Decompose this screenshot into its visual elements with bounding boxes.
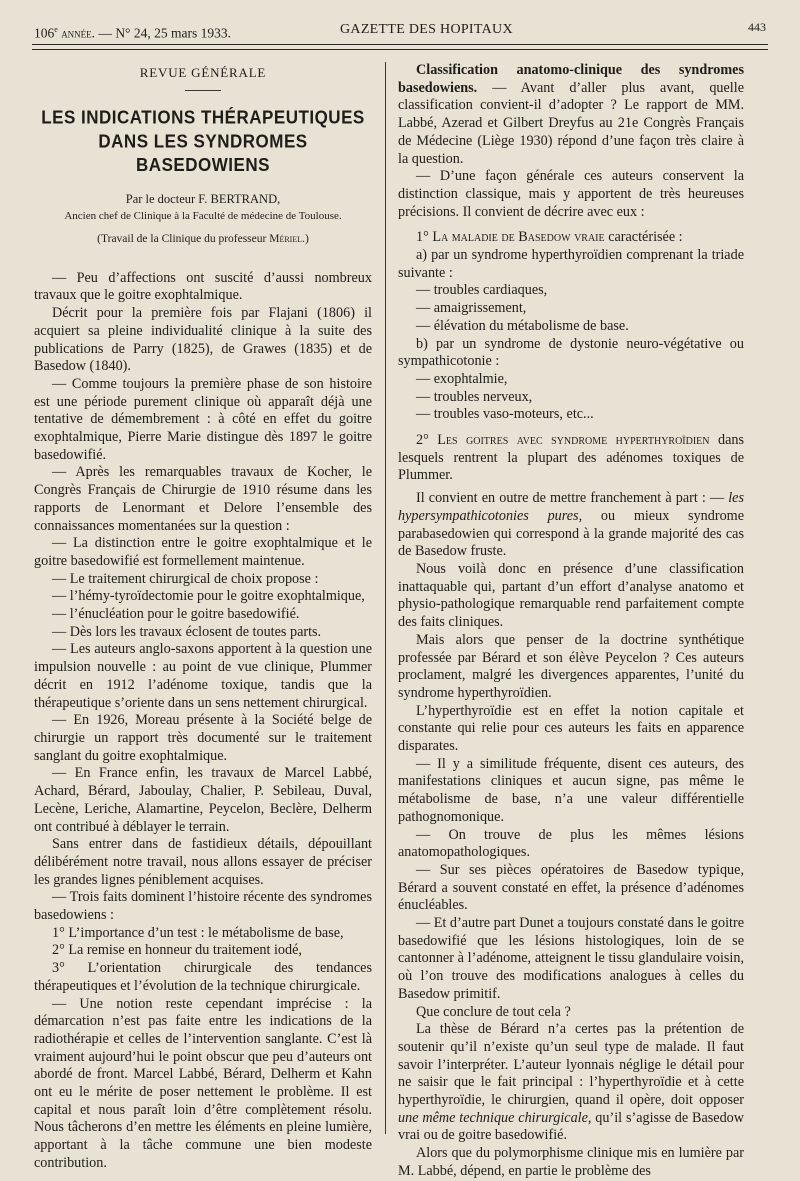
list-item: — troubles vaso-moteurs, etc...: [416, 406, 594, 423]
paragraph: — En 1926, Moreau présente à la Société belge de chirurgie un rapport très documenté sur le traitement sanglant du goitre exophtalmique.: [34, 712, 372, 764]
paragraph: L’hyperthyroïdie est en effet la notion capitale et constante qui relie pour ces auteurs les faits en apparence disparates.: [398, 702, 744, 755]
right-column: [398, 62, 744, 1181]
paragraph: — l’hémy-tyroïdectomie pour le goitre exophtalmique,: [52, 588, 365, 605]
classification-item-2: 2° Les goitres avec syndrome hyperthyroïdien dans lesquels rentrent la plupart des adénomes toxiques de Plummer.: [398, 432, 744, 484]
list-item: — amaigrissement,: [416, 300, 527, 317]
paragraph: — Et d’autre part Dunet a toujours constaté dans le goitre basedowifié que les lésions histologiques, loin de se cantonner à l’adénome, atteignent le tissu glandulaire voisin, où l’on trouve des modifications analogues à celles du Basedow primitif.: [398, 915, 744, 1002]
paragraph: La thèse de Bérard n’a certes pas la prétention de soutenir qu’il n’existe qu’un seul type de malade. Il faut savoir l’interpréter. L’auteur lyonnais néglige le détail pour ne saisir que le fait principal : l’hyperthyroïdie et à cette hyperthyroïdie, le chirurgien, quand il opère, doit opposer une même technique chirurgicale, qu’il s’agisse de Basedow vrai ou de goitre basedowifié.: [398, 1021, 744, 1144]
author-byline: Par le docteur F. BERTRAND,: [125, 191, 281, 206]
paragraph: Que conclure de tout cela ?: [416, 1003, 571, 1020]
paragraph: — Il y a similitude fréquente, disent ces auteurs, des manifestations cliniques et aucun signe, pas même le métabolisme de base, n’a une valeur différentielle pathognomonique.: [398, 755, 744, 825]
sub-item-b: b) par un syndrome de dystonie neuro-végétative ou sympathicotonie :: [398, 335, 744, 370]
paragraph: — Après les remarquables travaux de Kocher, le Congrès Français de Chirurgie de 1910 résume dans les rapports de Lenormant et Delore l’ensemble des connaissances momentanées sur la question :: [34, 464, 372, 534]
journal-title: GAZETTE DES HOPITAUX: [340, 22, 513, 37]
sub-item-a: a) par un syndrome hyperthyroïdien comprenant la triade suivante :: [398, 247, 744, 281]
list-item: 3° L’orientation chirurgicale des tendances thérapeutiques et l’évolution de la technique chirurgicale.: [34, 960, 372, 994]
section-heading: REVUE GÉNÉRALE: [139, 65, 267, 80]
list-item: — troubles cardiaques,: [416, 282, 548, 299]
paragraph: Sans entrer dans de fastidieux détails, dépouillant délibérément notre travail, nous allons essayer de préciser les grandes lignes péniblement acquises.: [34, 836, 372, 888]
article-title: LES INDICATIONS THÉRAPEUTIQUES DANS LES SYNDROMES BASEDOWIENS: [41, 107, 365, 176]
paragraph: — Les auteurs anglo-saxons apportent à la question une impulsion nouvelle : au point de vue clinique, Plummer décrit en 1912 l’adénome toxique, tandis que la thérapeutique s’oriente dans un sens nettement chirurgical.: [34, 641, 372, 711]
paragraph: — Peu d’affections ont suscité d’aussi nombreux travaux que le goitre exophtalmique.: [34, 269, 372, 304]
page-number: 443: [748, 20, 766, 34]
classification-paragraph: Classification anatomo-clinique des syndromes basedowiens. — Avant d’aller plus avant, quelle classification convient-il d’adopter ? Le rapport de MM. Labbé, Azerad et Gilbert Dreyfus au 21e Congrès Français de Médecine (Liège 1930) répond d’une façon très claire à la question.: [398, 62, 744, 167]
paragraph: — En France enfin, les travaux de Marcel Labbé, Achard, Bérard, Jaboulay, Chalier, P. Sebileau, Duval, Lecène, Leriche, Alamartine, Peycelon, Beclère, Delherm ont contribué à déblayer le terrain.: [34, 765, 372, 835]
classification-item-1: 1° La maladie de Basedow vraie caractérisée :: [416, 229, 683, 246]
list-item: — élévation du métabolisme de base.: [416, 317, 629, 334]
paragraph: Mais alors que penser de la doctrine synthétique professée par Bérard et son élève Peycelon ? Ces auteurs proclament, malgré les divergences apparentes, l’unité du syndrome hyperthyroïdien.: [398, 631, 744, 701]
section-rule: [185, 90, 221, 91]
list-item: — troubles nerveux,: [416, 388, 533, 405]
paragraph: — Une notion reste cependant imprécise : la démarcation n’est pas faite entre les indications de la radiothérapie et celles de l’intervention sanglante. C’est là vraiment aujourd’hui le point obscur que peu d’auteurs ont abordé de front. Marcel Labbé, Bérard, Delherm et Kahn ont eu le mérite de poser nettement le problème. Il est capital et nous paraît loin d’être complètement résolu. Nous tâcherons d’en mettre les éléments en pleine lumière, apportant à la tâche commune une bien modeste contribution.: [34, 995, 372, 1171]
paragraph: — Le traitement chirurgical de choix propose :: [52, 570, 319, 587]
paragraph: Décrit pour la première fois par Flajani (1806) il acquiert sa pleine individualité clinique à la suite des publications de Parry (1825), de Grawes (1835) et de Basedow (1840).: [34, 305, 372, 375]
author-affiliation: Ancien chef de Clinique à la Faculté de médecine de Toulouse.: [64, 209, 342, 222]
paragraph: — Trois faits dominent l’histoire récente des syndromes basedowiens :: [34, 889, 372, 924]
paragraph: — l’énucléation pour le goitre basedowifié.: [52, 606, 300, 623]
paragraph: — D’une façon générale ces auteurs conservent la distinction classique, mais y apportent de très heureuses précisions. Il convient de décrire avec eux :: [398, 168, 744, 220]
list-item: 2° La remise en honneur du traitement iodé,: [52, 942, 302, 959]
classification-heading: Classification anatomo-clinique des syndromes basedowiens.: [398, 62, 744, 96]
paragraph: — Dès lors les travaux éclosent de toutes parts.: [52, 623, 322, 640]
paragraph: Alors que du polymorphisme clinique mis en lumière par M. Labbé, dépend, en partie le problème des: [398, 1145, 744, 1179]
column-divider: [385, 62, 386, 1134]
left-column: [34, 62, 372, 1173]
running-header: [30, 20, 770, 42]
header-rule-top: [32, 44, 768, 45]
paragraph: — On trouve de plus les mêmes lésions anatomopathologiques.: [398, 826, 744, 861]
list-item: 1° L’importance d’un test : le métabolisme de base,: [52, 924, 344, 941]
paragraph: — Sur ses pièces opératoires de Basedow typique, Bérard a souvent constaté en effet, la présence d’adénomes énucléables.: [398, 861, 744, 914]
paragraph: — Comme toujours la première phase de son histoire est une période purement clinique où apparaît déjà une tentative de démembrement : à côté en effet du goitre exophtalmique, Pierre Marie distingue dès 1897 le goitre basedowifié.: [34, 375, 372, 463]
paragraph: Il convient en outre de mettre franchement à part : — les hypersympathicotonies pures, ou mieux syndrome parabasedowien qui correspond à la grande majorité des cas de Basedow fruste.: [398, 490, 745, 560]
paragraph: — La distinction entre le goitre exophtalmique et le goitre basedowifié est formellement maintenue.: [34, 535, 372, 569]
issue-info: 106e année. — N° 24, 25 mars 1933.: [34, 25, 231, 41]
paragraph: Nous voilà donc en présence d’une classification inattaquable qui, partant d’un effort d’analyse anatomo et physio-pathologique remarquable rend parfaitement compte des faits cliniques.: [398, 560, 744, 631]
header-rule-bottom: [32, 49, 768, 50]
work-origin: (Travail de la Clinique du professeur Mériel.): [97, 232, 309, 245]
list-item: — exophtalmie,: [416, 370, 508, 387]
